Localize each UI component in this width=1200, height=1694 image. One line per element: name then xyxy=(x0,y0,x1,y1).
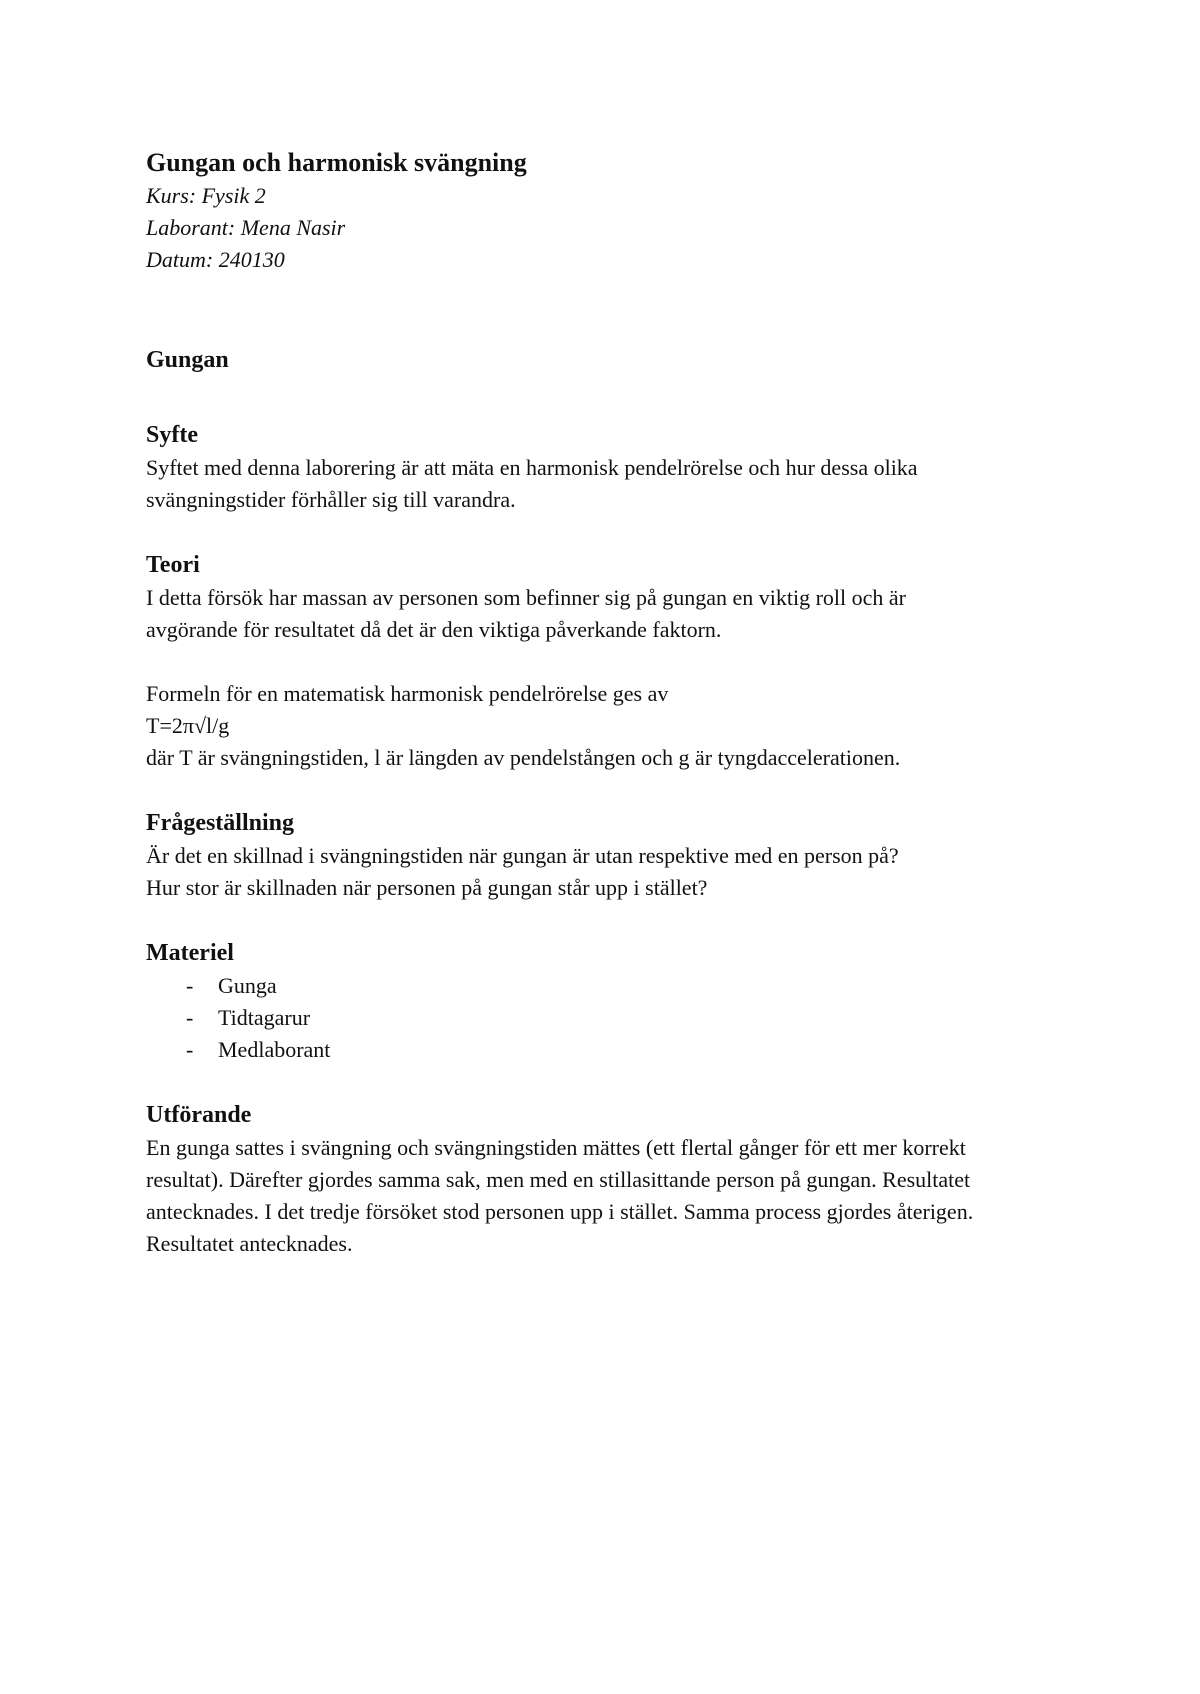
list-item xyxy=(146,1034,1076,1066)
formula-intro: Formeln för en matematisk harmonisk pendelrörelse ges av xyxy=(146,681,669,706)
list-item xyxy=(146,1002,1076,1034)
list-bullet: - xyxy=(186,973,194,998)
section-heading-syfte: Syfte xyxy=(146,422,198,448)
section-fragestallning xyxy=(146,806,1076,904)
pendulum-formula: T=2π√l/g xyxy=(146,713,230,738)
list-item-label: Gunga xyxy=(218,973,277,998)
section-syfte xyxy=(146,418,1076,516)
materials-list xyxy=(146,970,1076,1066)
procedure-line: En gunga sattes i svängning och svängningstiden mättes (ett flertal gånger för ett mer korrekt xyxy=(146,1135,966,1160)
procedure-line: Resultatet antecknades. xyxy=(146,1231,353,1256)
list-item xyxy=(146,970,1076,1002)
course-line: Kurs: Fysik 2 xyxy=(146,183,266,208)
section-utforande xyxy=(146,1098,1076,1260)
section-heading-teori: Teori xyxy=(146,552,200,578)
procedure-line: resultat). Därefter gjordes samma sak, men med en stillasittande person på gungan. Resultatet xyxy=(146,1167,971,1192)
syfte-line: Syftet med denna laborering är att mäta en harmonisk pendelrörelse och hur dessa olika xyxy=(146,455,918,480)
teori-line: avgörande för resultatet då det är den viktiga påverkande faktorn. xyxy=(146,617,722,642)
date-line: Datum: 240130 xyxy=(146,247,285,272)
formula-explanation: där T är svängningstiden, l är längden av pendelstången och g är tyngdaccelerationen. xyxy=(146,745,901,770)
main-heading: Gungan xyxy=(146,347,229,373)
question-line: Är det en skillnad i svängningstiden när gungan är utan respektive med en person på? xyxy=(146,843,899,868)
list-item-label: Tidtagarur xyxy=(218,1005,311,1030)
author-line: Laborant: Mena Nasir xyxy=(146,215,346,240)
list-item-label: Medlaborant xyxy=(218,1037,331,1062)
section-heading-fragestallning: Frågeställning xyxy=(146,810,294,836)
section-heading-materiel: Materiel xyxy=(146,940,234,966)
document-title: Gungan och harmonisk svängning xyxy=(146,148,527,177)
list-bullet: - xyxy=(186,1037,194,1062)
document-page xyxy=(146,146,1076,1260)
syfte-line: svängningstider förhåller sig till varandra. xyxy=(146,487,516,512)
section-materiel xyxy=(146,936,1076,1066)
section-teori xyxy=(146,548,1076,774)
section-heading-utforande: Utförande xyxy=(146,1102,252,1128)
question-line: Hur stor är skillnaden när personen på gungan står upp i stället? xyxy=(146,875,708,900)
list-bullet: - xyxy=(186,1005,194,1030)
teori-line: I detta försök har massan av personen som befinner sig på gungan en viktig roll och är xyxy=(146,585,907,610)
procedure-line: antecknades. I det tredje försöket stod personen upp i stället. Samma process gjordes återigen. xyxy=(146,1199,974,1224)
